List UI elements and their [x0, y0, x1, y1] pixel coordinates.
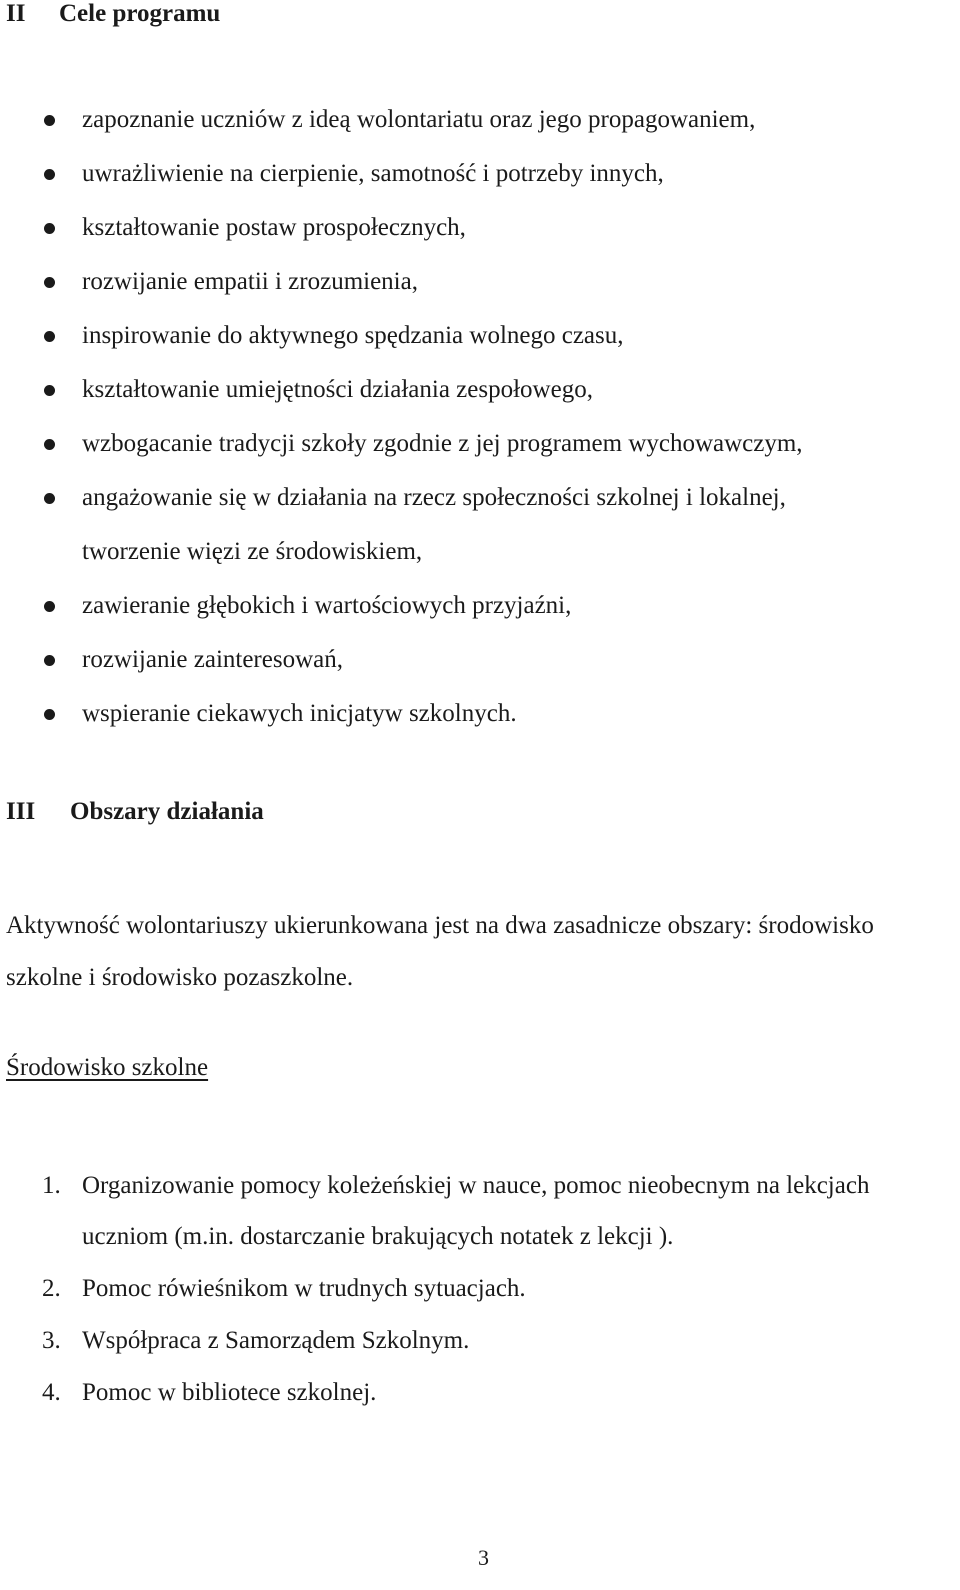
list-item-text: Współpraca z Samorządem Szkolnym. — [82, 1327, 470, 1354]
list-item — [0, 480, 960, 534]
item-number: 1. — [42, 1172, 61, 1199]
section-number: II — [6, 0, 26, 27]
subheading-school-environment: Środowisko szkolne — [6, 1054, 209, 1081]
list-item-text: Pomoc rówieśnikom w trudnych sytuacjach. — [82, 1275, 526, 1302]
bullet-icon — [44, 169, 55, 180]
list-item — [0, 318, 960, 372]
bullet-icon — [44, 493, 55, 504]
list-item-text: uwrażliwienie na cierpienie, samotność i potrzeby innych, — [82, 160, 664, 187]
section-heading-areas — [6, 798, 264, 826]
intro-paragraph: Aktywność wolontariuszy ukierunkowana jest na dwa zasadnicze obszary: środowisko szkolne i środowisko pozaszkolne. — [6, 912, 874, 991]
list-item — [0, 210, 960, 264]
list-item-text: angażowanie się w działania na rzecz społeczności szkolnej i lokalnej, — [82, 484, 786, 511]
list-item — [0, 102, 960, 156]
list-item — [0, 642, 960, 696]
goals-list — [0, 102, 960, 750]
list-item-text: rozwijanie zainteresowań, — [82, 646, 343, 673]
bullet-icon — [44, 331, 55, 342]
list-item-text: rozwijanie empatii i zrozumienia, — [82, 268, 418, 295]
list-item — [0, 156, 960, 210]
list-item — [0, 588, 960, 642]
list-item-text: Organizowanie pomocy koleżeńskiej w nauce, pomoc nieobecnym na lekcjach uczniom (m.in. dostarczanie brakujących notatek z lekcji ). — [82, 1172, 870, 1250]
bullet-icon — [44, 115, 55, 126]
section-title: Obszary działania — [70, 798, 264, 825]
list-item-text: Pomoc w bibliotece szkolnej. — [82, 1379, 377, 1406]
school-activities-list — [0, 1160, 960, 1418]
list-item-text: wspieranie ciekawych inicjatyw szkolnych. — [82, 700, 517, 727]
list-item-text: zapoznanie uczniów z ideą wolontariatu oraz jego propagowaniem, — [82, 106, 756, 133]
bullet-icon — [44, 223, 55, 234]
list-item-text: inspirowanie do aktywnego spędzania wolnego czasu, — [82, 322, 624, 349]
list-item — [0, 1160, 932, 1262]
list-item — [0, 426, 960, 480]
list-item — [0, 534, 960, 588]
section-heading-goals — [6, 0, 220, 28]
bullet-icon — [44, 385, 55, 396]
list-item-text: zawieranie głębokich i wartościowych przyjaźni, — [82, 592, 572, 619]
list-item — [0, 1315, 932, 1366]
bullet-icon — [44, 709, 55, 720]
list-item — [0, 1263, 932, 1314]
section-title: Cele programu — [59, 0, 221, 27]
page-number: 3 — [478, 1545, 489, 1570]
list-item-text: wzbogacanie tradycji szkoły zgodnie z jej programem wychowawczym, — [82, 430, 803, 457]
bullet-icon — [44, 655, 55, 666]
bullet-icon — [44, 439, 55, 450]
list-item-text: kształtowanie umiejętności działania zespołowego, — [82, 376, 593, 403]
list-item-text: tworzenie więzi ze środowiskiem, — [82, 538, 423, 565]
list-item — [0, 696, 960, 750]
bullet-icon — [44, 601, 55, 612]
list-item — [0, 372, 960, 426]
list-item — [0, 264, 960, 318]
item-number: 2. — [42, 1275, 61, 1302]
section-number: III — [6, 798, 36, 825]
list-item — [0, 1367, 932, 1418]
item-number: 4. — [42, 1379, 61, 1406]
list-item-text: kształtowanie postaw prospołecznych, — [82, 214, 466, 241]
bullet-icon — [44, 277, 55, 288]
item-number: 3. — [42, 1327, 61, 1354]
